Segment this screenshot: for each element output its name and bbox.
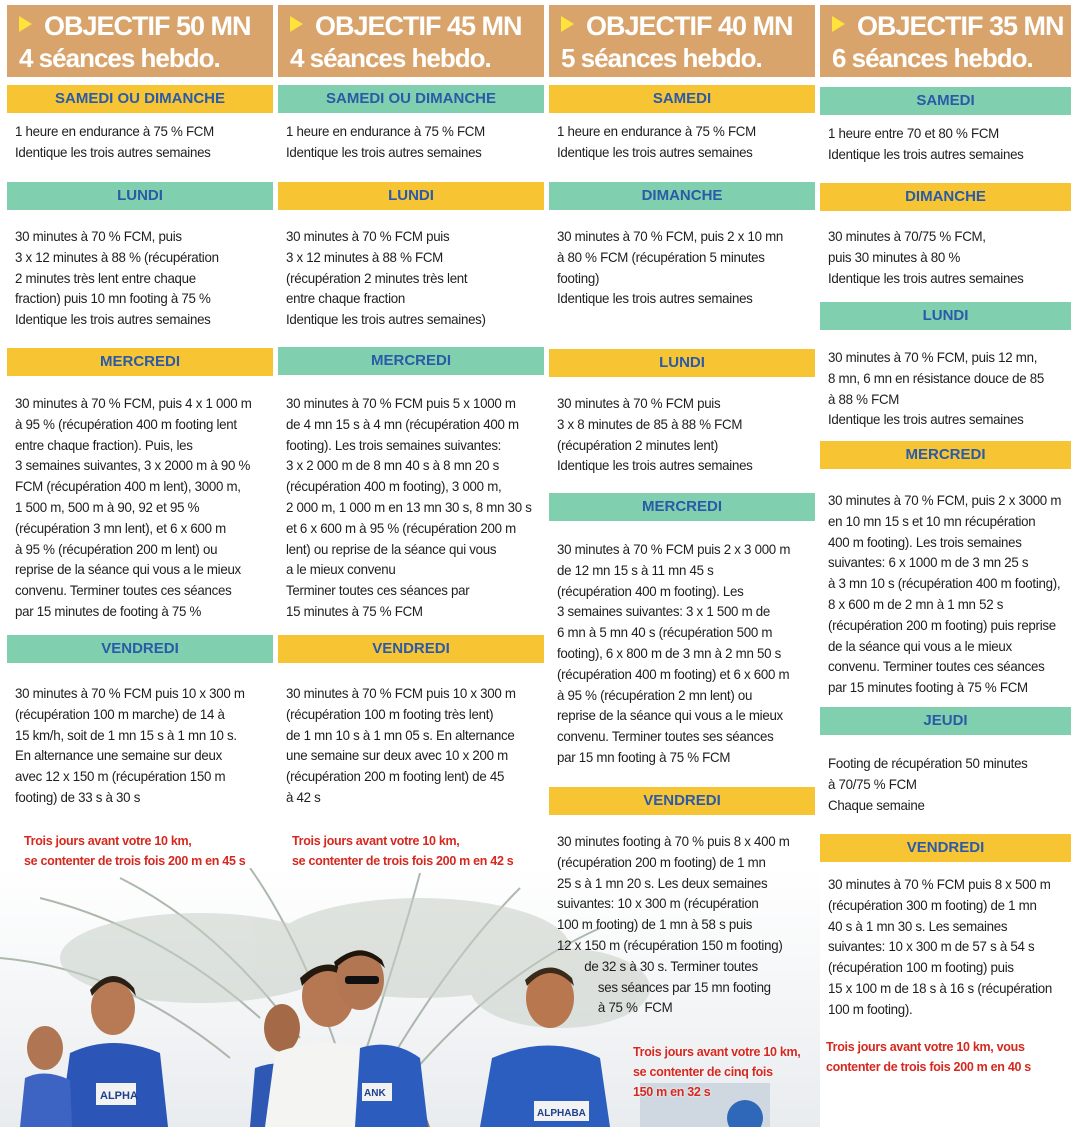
race-note: Trois jours avant votre 10 km, vous contenter de trois fois 200 m en 40 s xyxy=(826,1040,1031,1074)
column-header xyxy=(549,5,815,77)
column-subtitle: 5 séances hebdo. xyxy=(561,43,762,73)
column-title: OBJECTIF 35 MN xyxy=(857,11,1064,41)
day-bar-vendredi: VENDREDI xyxy=(549,787,815,815)
runners-illustration xyxy=(0,868,1071,1127)
day-bar-jeudi: JEUDI xyxy=(820,707,1071,735)
session-text: 30 minutes à 70 % FCM puis 5 x 1000 m de 4 mn 15 s à 4 mn (récupération 400 m footing). Les trois semaines suivantes: 3 x 2 000 m de 8 mn 40 s à 8 mn 20 s (récupération 400 m footing), 3 000 m, 2 000 m, 1 000 m en 13 mn 30 s, 8 mn 30 s et 6 x 600 m à 95 % (récupération 200 m lent) ou reprise de la séance qui vous a le mieux convenu Terminer toutes ces séances par 15 minutes à 75 % FCM xyxy=(286,395,532,619)
session-text: 30 minutes à 70 % FCM, puis 2 x 3000 m en 10 mn 15 s et 10 mn récupération 400 m footing). Les trois semaines suivantes: 6 x 1000 m de 3 mn 25 s à 3 mn 10 s (récupération 400 m footing), 8 x 600 m de 2 mn à 1 mn 52 s (récupération 200 m footing) puis reprise de la séance qui vous a le mieux convenu. Terminer toutes ces séances par 15 minutes footing à 75 % FCM xyxy=(828,492,1062,696)
race-note: Trois jours avant votre 10 km, se contenter de trois fois 200 m en 42 s xyxy=(292,834,514,868)
session-text: 1 heure en endurance à 75 % FCM Identique les trois autres semaines xyxy=(15,123,214,160)
triangle-icon xyxy=(832,16,845,32)
day-bar-dimanche: DIMANCHE xyxy=(549,182,815,210)
day-bar-vendredi: VENDREDI xyxy=(7,635,273,663)
race-note: Trois jours avant votre 10 km, se contenter de cinq fois 150 m en 32 s xyxy=(633,1045,801,1099)
session-text: 1 heure en endurance à 75 % FCM Identique les trois autres semaines xyxy=(286,123,485,160)
day-bar-lundi: LUNDI xyxy=(549,349,815,377)
bib-text: ALPHA xyxy=(100,1090,138,1102)
race-note: Trois jours avant votre 10 km, se contenter de trois fois 200 m en 45 s xyxy=(24,834,246,868)
day-bar-mercredi: MERCREDI xyxy=(278,347,544,375)
column-objectif-40 xyxy=(549,0,815,1127)
session-text: 30 minutes à 70 % FCM, puis 12 mn, 8 mn, 6 mn en résistance douce de 85 à 88 % FCM Identique les trois autres semaines xyxy=(828,349,1044,428)
day-bar-mercredi: MERCREDI xyxy=(7,348,273,376)
day-bar-lundi: LUNDI xyxy=(278,182,544,210)
session-text: 1 heure en endurance à 75 % FCM Identique les trois autres semaines xyxy=(557,123,756,160)
column-header xyxy=(278,5,544,77)
bib-text: ALPHABA xyxy=(537,1108,586,1119)
triangle-icon xyxy=(290,16,303,32)
day-bar-vendredi: VENDREDI xyxy=(820,834,1071,862)
session-text: 30 minutes à 70 % FCM, puis 4 x 1 000 m à 95 % (récupération 400 m footing lent entre chaque fraction). Puis, les 3 semaines suivantes, 3 x 2000 m à 90 % FCM (récupération 400 m lent), 3000 m, 1 500 m, 500 m à 90, 92 et 95 % (récupération 3 mn lent), et 6 x 600 m à 95 % (récupération 200 m lent) ou reprise de la séance qui vous a le mieux convenu. Terminer toutes ces séances par 15 minutes de footing à 75 % xyxy=(15,395,252,619)
day-bar-lundi: LUNDI xyxy=(7,182,273,210)
session-text: Footing de récupération 50 minutes à 70/75 % FCM Chaque semaine xyxy=(828,755,1028,813)
day-bar-samedi-dimanche: SAMEDI OU DIMANCHE xyxy=(278,85,544,113)
column-subtitle: 4 séances hebdo. xyxy=(290,43,491,73)
column-header xyxy=(820,5,1071,77)
session-text: 30 minutes à 70 % FCM puis 10 x 300 m (récupération 100 m marche) de 14 à 15 km/h, soit de 1 mn 15 s à 1 mn 10 s. En alternance une semaine sur deux avec 12 x 150 m (récupération 150 m footing) de 33 s à 30 s xyxy=(15,685,245,805)
session-text: 30 minutes à 70 % FCM, puis 3 x 12 minutes à 88 % (récupération 2 minutes très lent entre chaque fraction) puis 10 mn footing à 75 % Identique les trois autres semaines xyxy=(15,228,219,328)
day-bar-samedi: SAMEDI xyxy=(549,85,815,113)
session-text: 30 minutes à 70 % FCM puis 2 x 3 000 m de 12 mn 15 s à 11 mn 45 s (récupération 400 m footing). Les 3 semaines suivantes: 3 x 1 500 m de 6 mn à 5 mn 40 s (récupération 500 m footing), 6 x 800 m de 3 mn à 2 mn 50 s (récupération 400 m footing) et 6 x 600 m à 95 % (récupération 2 mn lent) ou reprise de la séance qui vous a le mieux convenu. Terminer toutes ses séances par 15 mn footing à 75 % FCM xyxy=(557,541,791,765)
day-bar-dimanche: DIMANCHE xyxy=(820,183,1071,211)
column-title: OBJECTIF 45 MN xyxy=(315,11,522,41)
column-subtitle: 6 séances hebdo. xyxy=(832,43,1033,73)
session-text: 30 minutes à 70 % FCM puis 3 x 12 minutes à 88 % FCM (récupération 2 minutes très lent entre chaque fraction Identique les trois autres semaines) xyxy=(286,228,486,328)
day-bar-samedi: SAMEDI xyxy=(820,87,1071,115)
session-text: 30 minutes à 70/75 % FCM, puis 30 minutes à 80 % Identique les trois autres semaines xyxy=(828,228,1024,286)
day-bar-mercredi: MERCREDI xyxy=(820,441,1071,469)
triangle-icon xyxy=(561,16,574,32)
triangle-icon xyxy=(19,16,32,32)
session-text: 30 minutes à 70 % FCM, puis 2 x 10 mn à 80 % FCM (récupération 5 minutes footing) Identique les trois autres semaines xyxy=(557,228,784,307)
runners-photo xyxy=(0,868,1071,1127)
day-bar-vendredi: VENDREDI xyxy=(278,635,544,663)
column-title: OBJECTIF 50 MN xyxy=(44,11,251,41)
session-text: 30 minutes footing à 70 % puis 8 x 400 m (récupération 200 m footing) de 1 mn 25 s à 1 mn 20 s. Les deux semaines suivantes: 10 x 300 m (récupération 100 m footing) de 1 mn à 58 s puis 12 x 150 m (récupération 150 m footing) de 32 s à 30 s. Terminer toutes ses séances par 15 mn footing à 75 % FCM xyxy=(557,833,790,1016)
day-bar-mercredi: MERCREDI xyxy=(549,493,815,521)
session-text: 30 minutes à 70 % FCM puis 10 x 300 m (récupération 100 m footing très lent) de 1 mn 10 s à 1 mn 05 s. En alternance une semaine sur deux avec 10 x 200 m (récupération 200 m footing lent) de 45 à 42 s xyxy=(286,685,516,805)
session-text: 30 minutes à 70 % FCM puis 3 x 8 minutes de 85 à 88 % FCM (récupération 2 minutes lent) Identique les trois autres semaines xyxy=(557,395,753,474)
day-bar-lundi: LUNDI xyxy=(820,302,1071,330)
column-subtitle: 4 séances hebdo. xyxy=(19,43,220,73)
day-bar-samedi-dimanche: SAMEDI OU DIMANCHE xyxy=(7,85,273,113)
session-text: 30 minutes à 70 % FCM puis 8 x 500 m (récupération 300 m footing) de 1 mn 40 s à 1 mn 30 s. Les semaines suivantes: 10 x 300 m de 57 s à 54 s (récupération 100 m footing) puis 15 x 100 m de 18 s à 16 s (récupération 100 m footing). xyxy=(828,876,1053,1017)
session-text: 1 heure entre 70 et 80 % FCM Identique les trois autres semaines xyxy=(828,125,1024,162)
bib-text: ANK xyxy=(364,1088,386,1099)
column-header xyxy=(7,5,273,77)
column-title: OBJECTIF 40 MN xyxy=(586,11,793,41)
